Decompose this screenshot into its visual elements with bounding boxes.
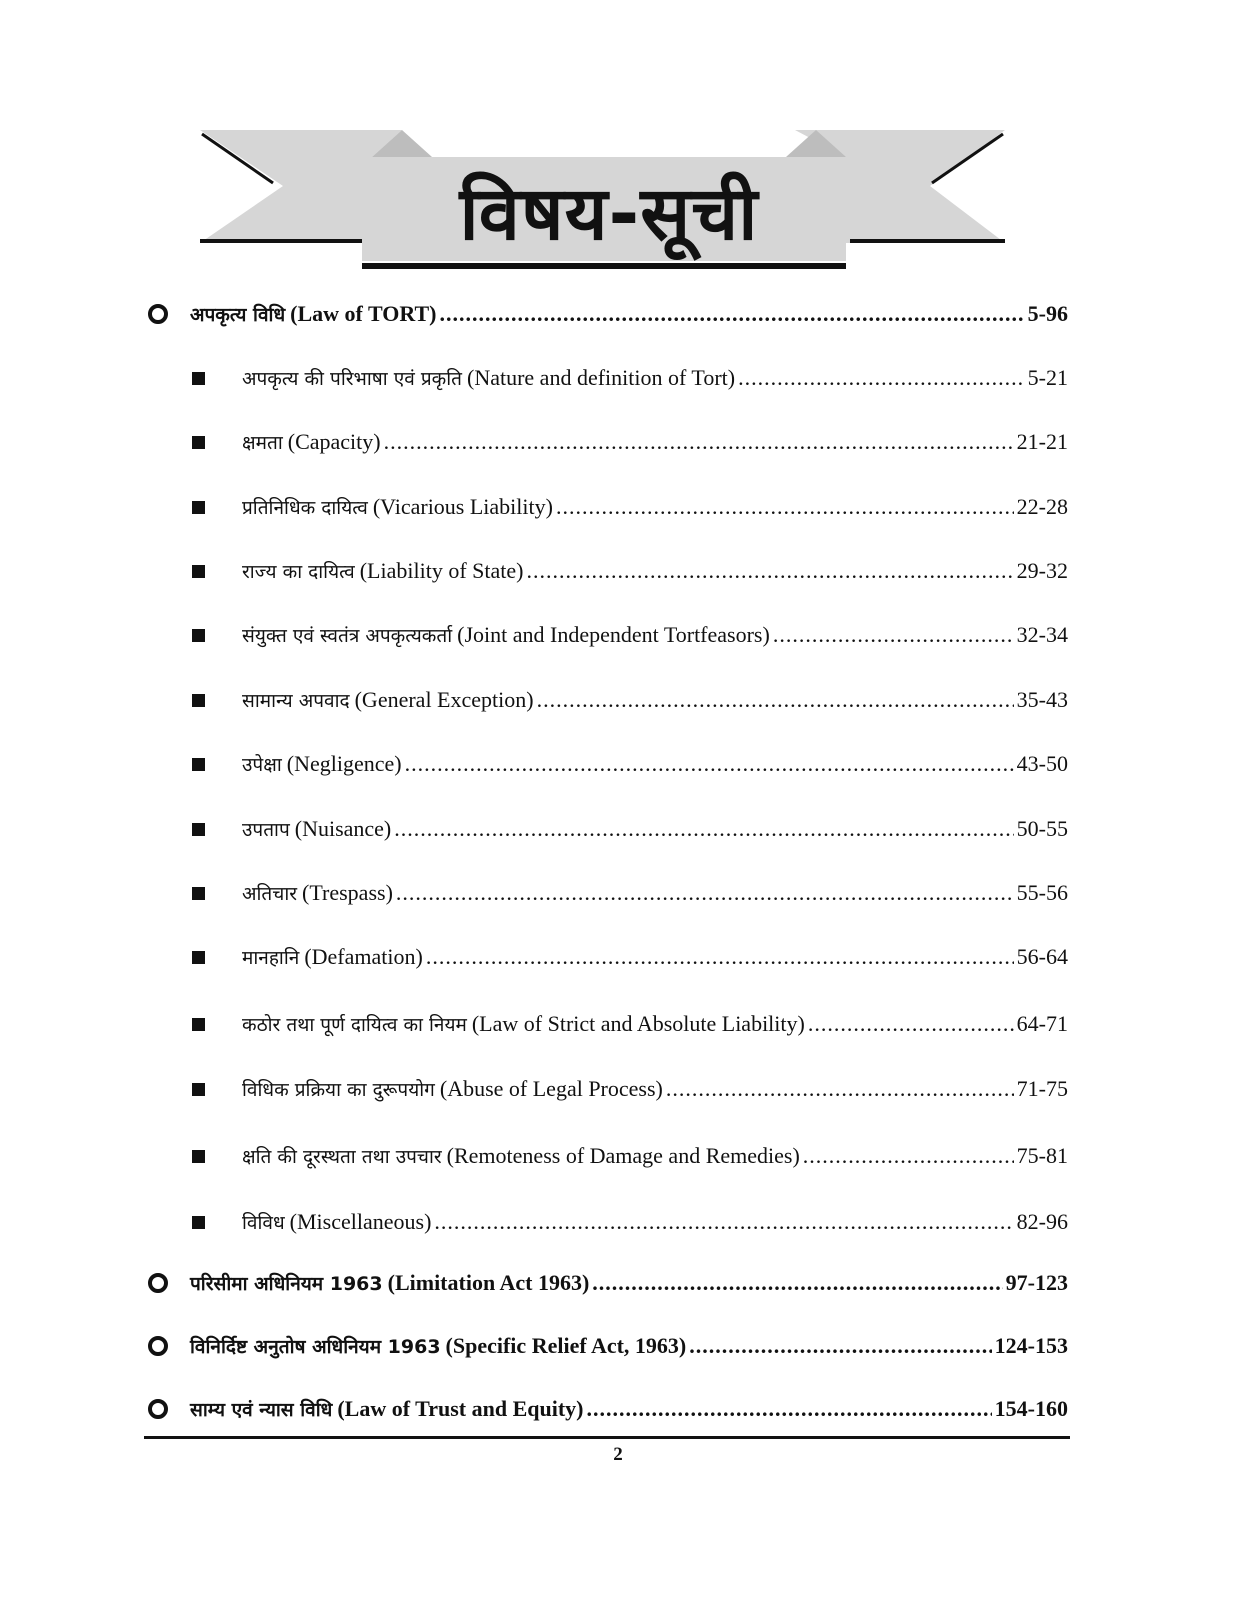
toc-entry-text xyxy=(242,816,1068,842)
toc-entry-text xyxy=(190,1396,1068,1422)
dot-leader xyxy=(592,1270,1002,1296)
toc-entry-text xyxy=(242,365,1068,391)
toc-title-english: (Liability of State) xyxy=(359,558,524,583)
toc-title-hindi: राज्य का दायित्व xyxy=(242,561,355,583)
toc-title-hindi: अपकृत्य की परिभाषा एवं प्रकृति xyxy=(242,368,462,390)
toc-page-range: 64-71 xyxy=(1016,1011,1068,1036)
toc-title-english: (General Exception) xyxy=(354,687,534,712)
toc-title-english: (Vicarious Liability) xyxy=(372,494,553,519)
square-bullet-icon xyxy=(192,501,205,514)
toc-title-english: (Law of TORT) xyxy=(290,301,437,326)
toc-title-english: (Law of Trust and Equity) xyxy=(337,1396,584,1421)
footer-rule xyxy=(144,1436,1070,1439)
square-bullet-icon xyxy=(192,823,205,836)
toc-entry-sub xyxy=(0,1067,1236,1111)
toc-entry-text xyxy=(242,1011,1068,1037)
toc-entry-text xyxy=(242,558,1068,584)
toc-title-hindi: क्षमता xyxy=(242,432,283,454)
toc-entry-text xyxy=(242,429,1068,455)
toc-title-english: (Specific Relief Act, 1963) xyxy=(445,1333,687,1358)
toc-entry-text xyxy=(242,1209,1068,1235)
toc-title-english: (Trespass) xyxy=(302,880,393,905)
hollow-circle-bullet-icon xyxy=(148,1273,168,1293)
dot-leader xyxy=(556,494,1014,520)
toc-page-range: 5-21 xyxy=(1027,365,1068,390)
toc-entry-sub xyxy=(0,1200,1236,1244)
square-bullet-icon xyxy=(192,1216,205,1229)
toc-title-hindi: संयुक्त एवं स्वतंत्र अपकृत्यकर्ता xyxy=(242,625,453,647)
square-bullet-icon xyxy=(192,629,205,642)
dot-leader xyxy=(439,301,1024,327)
toc-title-english: (Capacity) xyxy=(287,429,381,454)
toc-entry-sub xyxy=(0,485,1236,529)
toc-page-range: 43-50 xyxy=(1016,751,1068,776)
dot-leader xyxy=(738,365,1025,391)
toc-page-range: 71-75 xyxy=(1016,1076,1068,1101)
toc-title-hindi: साम्य एवं न्यास विधि xyxy=(190,1399,333,1421)
toc-page-range: 35-43 xyxy=(1016,687,1068,712)
toc-title-hindi: मानहानि xyxy=(242,947,300,969)
toc-title-english: (Nature and definition of Tort) xyxy=(467,365,736,390)
toc-title-english: (Nuisance) xyxy=(294,816,392,841)
toc-entry-main xyxy=(0,1387,1236,1431)
toc-entry-sub xyxy=(0,935,1236,979)
dot-leader xyxy=(689,1333,991,1359)
page-number: 2 xyxy=(613,1444,623,1465)
hollow-circle-bullet-icon xyxy=(148,304,168,324)
square-bullet-icon xyxy=(192,1083,205,1096)
square-bullet-icon xyxy=(192,436,205,449)
toc-title-english: (Joint and Independent Tortfeasors) xyxy=(457,622,770,647)
dot-leader xyxy=(803,1143,1014,1169)
dot-leader xyxy=(808,1011,1014,1037)
toc-entry-main xyxy=(0,292,1236,336)
hollow-circle-bullet-icon xyxy=(148,1336,168,1356)
toc-title-hindi: अपकृत्य विधि xyxy=(190,304,286,326)
square-bullet-icon xyxy=(192,887,205,900)
toc-title-hindi: क्षति की दूरस्थता तथा उपचार xyxy=(242,1146,442,1168)
toc-page-range: 75-81 xyxy=(1016,1143,1068,1168)
toc-entry-text xyxy=(190,1270,1068,1296)
toc-title-hindi: विधिक प्रक्रिया का दुरूपयोग xyxy=(242,1079,435,1101)
toc-entry-sub xyxy=(0,1134,1236,1178)
toc-title-english: (Law of Strict and Absolute Liability) xyxy=(471,1011,805,1036)
dot-leader xyxy=(426,944,1014,970)
dot-leader xyxy=(394,816,1013,842)
page-title: विषय-सूची xyxy=(459,170,759,257)
toc-title-hindi: उपेक्षा xyxy=(242,754,282,776)
toc-entry-text xyxy=(242,622,1068,648)
dot-leader xyxy=(773,622,1014,648)
toc-entry-sub xyxy=(0,1002,1236,1046)
square-bullet-icon xyxy=(192,694,205,707)
toc-title-hindi: अतिचार xyxy=(242,883,298,905)
toc-entry-text xyxy=(242,751,1068,777)
toc-title-hindi: सामान्य अपवाद xyxy=(242,690,350,712)
toc-page-range: 124-153 xyxy=(994,1333,1068,1358)
toc-entry-text xyxy=(242,494,1068,520)
toc-entry-text xyxy=(190,1333,1068,1359)
toc-page-range: 5-96 xyxy=(1027,301,1068,326)
toc-page-range: 21-21 xyxy=(1016,429,1068,454)
square-bullet-icon xyxy=(192,1018,205,1031)
toc-page-range: 56-64 xyxy=(1016,944,1068,969)
toc-entry-text xyxy=(242,687,1068,713)
toc-page-range: 22-28 xyxy=(1016,494,1068,519)
dot-leader xyxy=(396,880,1014,906)
toc-entry-sub xyxy=(0,420,1236,464)
square-bullet-icon xyxy=(192,758,205,771)
toc-title-hindi: कठोर तथा पूर्ण दायित्व का नियम xyxy=(242,1014,467,1036)
square-bullet-icon xyxy=(192,1150,205,1163)
toc-title-hindi: विनिर्दिष्ट अनुतोष अधिनियम 1963 xyxy=(190,1336,441,1358)
toc-title-hindi: प्रतिनिधिक दायित्व xyxy=(242,497,368,519)
toc-entry-sub xyxy=(0,613,1236,657)
dot-leader xyxy=(666,1076,1014,1102)
toc-page-range: 50-55 xyxy=(1016,816,1068,841)
toc-page-range: 97-123 xyxy=(1005,1270,1068,1295)
toc-page-range: 82-96 xyxy=(1016,1209,1068,1234)
toc-title-hindi: उपताप xyxy=(242,819,290,841)
toc-entry-text xyxy=(242,944,1068,970)
dot-leader xyxy=(384,429,1014,455)
banner-underline xyxy=(362,263,846,269)
toc-entry-main xyxy=(0,1324,1236,1368)
square-bullet-icon xyxy=(192,372,205,385)
toc-entry-main xyxy=(0,1261,1236,1305)
toc-entry-text xyxy=(242,880,1068,906)
dot-leader xyxy=(526,558,1013,584)
toc-title-hindi: परिसीमा अधिनियम 1963 xyxy=(190,1273,383,1295)
toc-entry-sub xyxy=(0,356,1236,400)
dot-leader xyxy=(586,1396,991,1422)
toc-title-hindi: विविध xyxy=(242,1212,285,1234)
toc-entry-text xyxy=(242,1143,1068,1169)
toc-entry-sub xyxy=(0,678,1236,722)
toc-title-english: (Miscellaneous) xyxy=(289,1209,432,1234)
toc-entry-sub xyxy=(0,549,1236,593)
toc-title-english: (Defamation) xyxy=(304,944,423,969)
dot-leader xyxy=(434,1209,1013,1235)
toc-title-english: (Negligence) xyxy=(286,751,402,776)
hollow-circle-bullet-icon xyxy=(148,1399,168,1419)
toc-title-english: (Abuse of Legal Process) xyxy=(439,1076,663,1101)
toc-page-range: 55-56 xyxy=(1016,880,1068,905)
dot-leader xyxy=(537,687,1014,713)
toc-title-english: (Limitation Act 1963) xyxy=(387,1270,590,1295)
toc-page-range: 32-34 xyxy=(1016,622,1068,647)
toc-entry-text xyxy=(242,1076,1068,1102)
dot-leader xyxy=(405,751,1014,777)
toc-entry-sub xyxy=(0,742,1236,786)
square-bullet-icon xyxy=(192,951,205,964)
toc-page-range: 154-160 xyxy=(994,1396,1068,1421)
toc-title-english: (Remoteness of Damage and Remedies) xyxy=(446,1143,800,1168)
toc-entry-sub xyxy=(0,807,1236,851)
toc-page-range: 29-32 xyxy=(1016,558,1068,583)
toc-entry-text xyxy=(190,301,1068,327)
square-bullet-icon xyxy=(192,565,205,578)
toc-entry-sub xyxy=(0,871,1236,915)
